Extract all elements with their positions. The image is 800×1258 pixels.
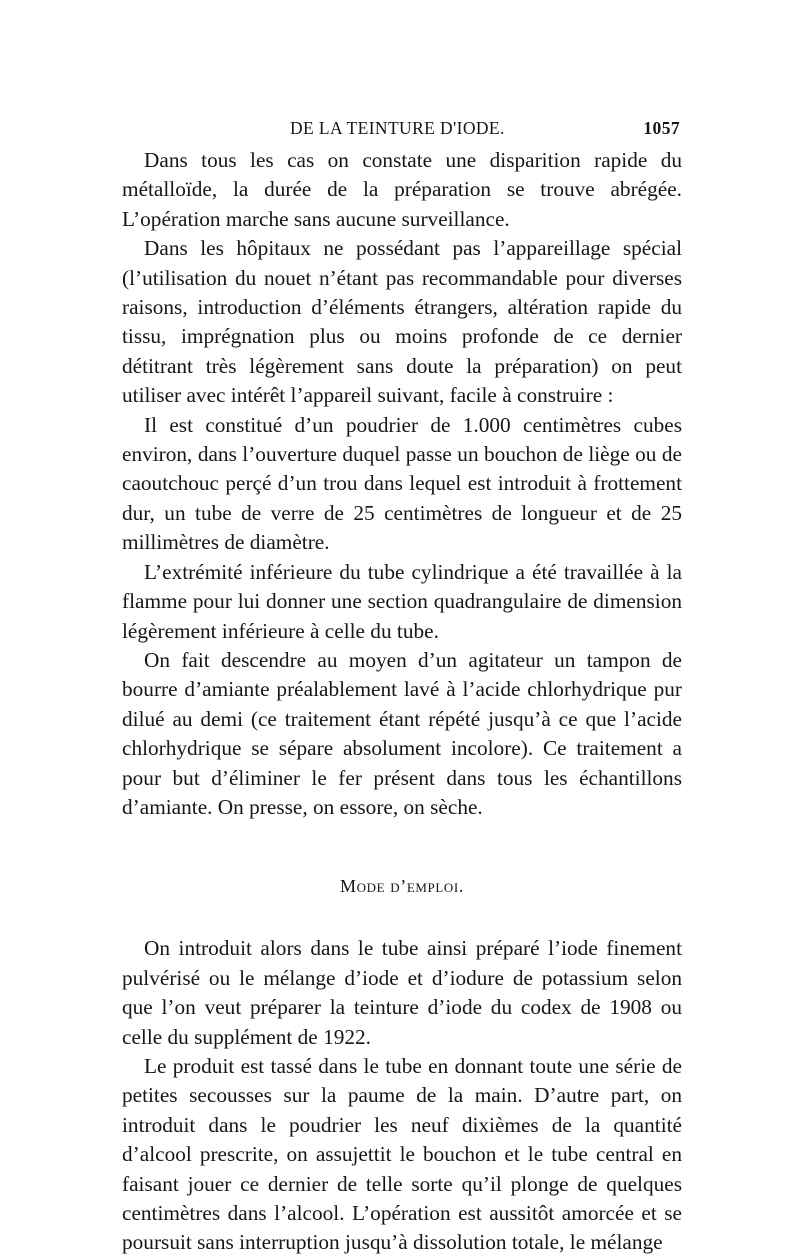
page-number: 1057 [643, 118, 680, 138]
body-text [122, 146, 682, 1258]
book-page [122, 112, 682, 1258]
paragraph: Dans les hôpitaux ne possédant pas l’appareillage spécial (l’utilisation du nouet n’étant pas recommandable pour diverses raisons, introduction d’éléments étrangers, altération rapide du tissu, imprégnation plus ou moins profonde de ce dernier détitrant très légèrement sans doute la préparation) on peut utiliser avec intérêt l’appareil suivant, facile à construire : [122, 236, 682, 408]
paragraph: On fait descendre au moyen d’un agitateur un tampon de bourre d’amiante préalablement lavé à l’acide chlorhydrique pur dilué au demi (ce traitement étant répété jusqu’à ce que l’acide chlorhydrique se sépare absolument incolore). Ce traitement a pour but d’éliminer le fer présent dans tous les échantillons d’amiante. On presse, on essore, on sèche. [122, 647, 682, 819]
paragraph: Le produit est tassé dans le tube en donnant toute une série de petites secousses sur la paume de la main. D’autre part, on introduit dans le poudrier les neuf dixièmes de la quantité d’alcool prescrite, on assujettit le bouchon et le tube central en faisant jouer ce dernier de telle sorte qu’il plonge de quelques centimètres dans l’alcool. L’opération est aussitôt amorcée et se poursuit sans interruption jusqu’à dissolution totale, le mélange [122, 1053, 682, 1255]
page-header [122, 112, 682, 146]
paragraph: L’extrémité inférieure du tube cylindrique a été travaillée à la flamme pour lui donner une section quadrangulaire de dimension légèrement inférieure à celle du tube. [122, 559, 682, 643]
paragraph: Il est constitué d’un poudrier de 1.000 centimètres cubes environ, dans l’ouverture duquel passe un bouchon de liège ou de caoutchouc perçé d’un trou dans lequel est introduit à frottement dur, un tube de verre de 25 centimètres de longueur et de 25 millimètres de diamètre. [122, 412, 682, 555]
section-heading: Mode d’emploi. [340, 876, 464, 897]
paragraph: Dans tous les cas on constate une disparition rapide du métalloïde, la durée de la préparation se trouve abrégée. L’opération marche sans aucune surveillance. [122, 148, 682, 231]
running-title: DE LA TEINTURE D'IODE. [290, 118, 505, 138]
paragraph: On introduit alors dans le tube ainsi préparé l’iode finement pulvérisé ou le mélange d’iode et d’iodure de potassium selon que l’on veut préparer la teinture d’iode du codex de 1908 ou celle du supplément de 1922. [122, 936, 682, 1049]
